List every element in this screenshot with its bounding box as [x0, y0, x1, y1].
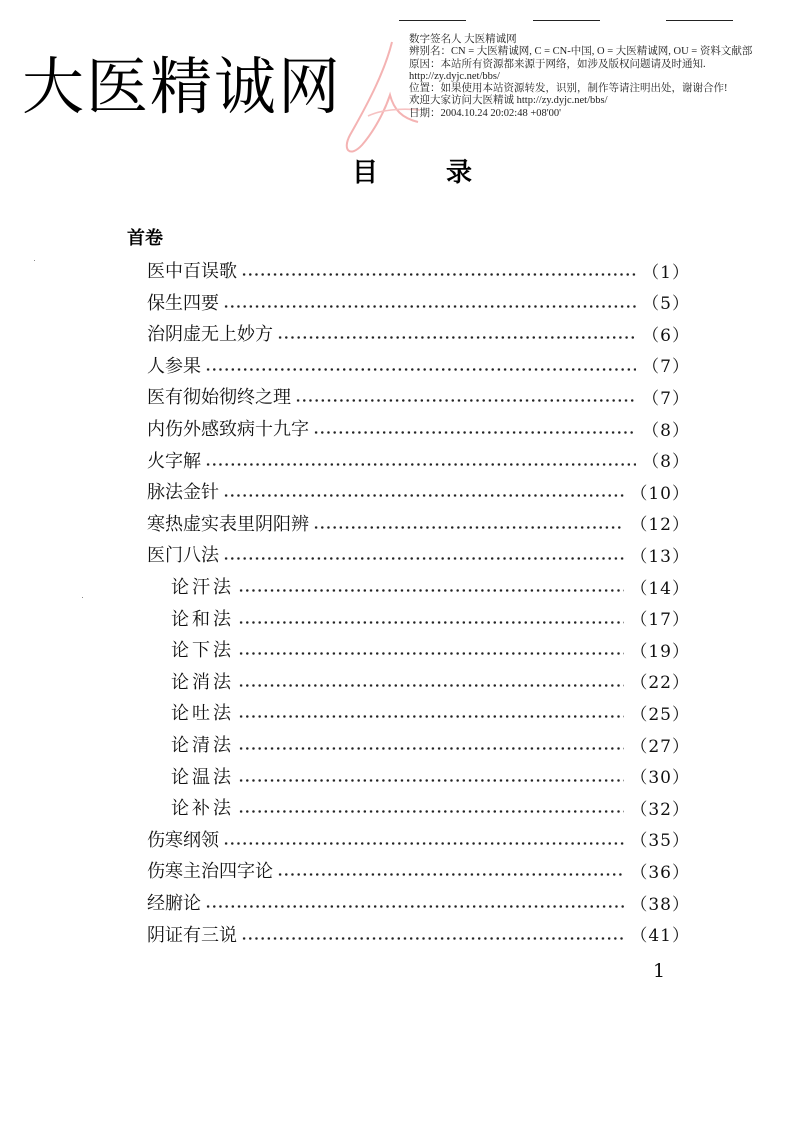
toc-entry-page: （8） — [642, 452, 690, 473]
signature-dn: 辨别名：CN = 大医精诚网, C = CN-中国, O = 大医精诚网, OU = 资料文献部 — [409, 46, 753, 58]
toc-entry-label: 保生四要 — [147, 292, 219, 314]
toc-entry-label: 论吐法 — [171, 703, 234, 725]
toc-entry-page: （7） — [642, 388, 690, 409]
signature-swoosh-icon — [330, 40, 420, 160]
digital-signature-info — [409, 34, 784, 120]
signature-location: 位置：如果使用本站资源转发，识别，制作等请注明出处，谢谢合作! — [409, 83, 728, 95]
toc-entry-label: 人参果 — [147, 355, 201, 377]
signature-welcome: 欢迎大家访问大医精诚 http://zy.dyjc.net/bbs/ — [409, 95, 608, 107]
scan-speck — [82, 597, 83, 598]
toc-entry-page: （41） — [630, 926, 690, 947]
dot-leader — [238, 577, 624, 595]
page-title — [352, 152, 472, 189]
toc-entry[interactable] — [171, 729, 690, 759]
toc-entry-page: （6） — [642, 325, 690, 346]
toc-entry-page: （17） — [630, 610, 690, 631]
toc-entry-label: 论补法 — [171, 798, 234, 820]
toc-entry[interactable] — [147, 255, 690, 285]
dot-leader — [238, 609, 624, 627]
title-char: 目 — [352, 158, 379, 188]
toc-entry-label: 治阴虚无上妙方 — [147, 324, 273, 346]
toc-entry[interactable] — [147, 445, 690, 475]
toc-entry-page: （30） — [630, 768, 690, 789]
dot-leader — [205, 451, 636, 469]
toc-entry-page: （8） — [642, 420, 690, 441]
dot-leader — [205, 356, 636, 374]
toc-entry-label: 伤寒主治四字论 — [147, 861, 273, 883]
toc-entry-page: （12） — [630, 515, 690, 536]
toc-entry[interactable] — [147, 476, 690, 506]
dot-leader — [223, 482, 624, 500]
toc-entry[interactable] — [147, 413, 690, 443]
dot-leader — [223, 830, 624, 848]
dot-leader — [205, 893, 624, 911]
toc-entry[interactable] — [147, 824, 690, 854]
toc-entry-label: 论和法 — [171, 608, 234, 630]
signature-line — [399, 20, 466, 21]
toc-entry-page: （10） — [630, 483, 690, 504]
dot-leader — [238, 672, 624, 690]
toc-entry-label: 阴证有三说 — [147, 924, 237, 946]
toc-entry[interactable] — [171, 666, 690, 696]
toc-entry[interactable] — [171, 571, 690, 601]
signature-signer: 数字签名人 大医精诚网 — [409, 34, 517, 45]
toc-entry[interactable] — [147, 508, 690, 538]
toc-entry-label: 经腑论 — [147, 893, 201, 914]
toc-entry-label: 论清法 — [171, 735, 234, 756]
signature-reason: 原因：本站所有资源都来源于网络，如涉及版权问题请及时通知. http://zy.dyjc.net/bbs/ — [409, 58, 706, 82]
toc-entry-page: （36） — [630, 862, 690, 883]
dot-leader — [238, 798, 624, 816]
toc-entry-label: 论消法 — [171, 671, 234, 693]
toc-entry-label: 寒热虚实表里阴阳辨 — [147, 513, 309, 535]
signature-line — [666, 20, 733, 21]
toc-entry-label: 内伤外感致病十九字 — [147, 419, 309, 440]
toc-entry-label: 论下法 — [171, 640, 234, 662]
dot-leader — [313, 419, 636, 437]
dot-leader — [295, 387, 636, 405]
signature-line — [533, 20, 600, 21]
toc-entry-page: （38） — [630, 894, 690, 915]
title-char: 录 — [445, 158, 472, 188]
toc-entry-page: （14） — [630, 578, 690, 599]
toc-entry-label: 医中百误歌 — [147, 261, 237, 282]
dot-leader — [238, 640, 624, 658]
toc-entry[interactable] — [171, 697, 690, 727]
toc-entry-label: 论温法 — [171, 766, 234, 788]
dot-leader — [238, 703, 624, 721]
toc-entry-label: 伤寒纲领 — [147, 829, 219, 851]
toc-entry-label: 脉法金针 — [147, 482, 219, 504]
toc-entry[interactable] — [147, 887, 690, 917]
toc-entry-label: 医有彻始彻终之理 — [147, 387, 291, 409]
toc-entry-page: （5） — [642, 294, 690, 315]
toc-entry-page: （25） — [630, 704, 690, 725]
dot-leader — [238, 735, 624, 753]
toc-entry[interactable] — [147, 919, 690, 949]
dot-leader — [277, 324, 636, 342]
signature-date: 日期：2004.10.24 20:02:48 +08'00' — [409, 107, 562, 119]
toc-entry-page: （7） — [642, 357, 690, 378]
toc-entry-label: 医门八法 — [147, 545, 219, 567]
signature-lines — [399, 20, 734, 22]
dot-leader — [223, 545, 624, 563]
toc-entry-label: 火字解 — [147, 450, 201, 472]
toc-entry-page: （1） — [642, 262, 690, 283]
toc-entry[interactable] — [171, 792, 690, 822]
toc-entry-page: （27） — [630, 736, 690, 757]
toc-entry[interactable] — [147, 287, 690, 317]
toc-entry[interactable] — [171, 761, 690, 791]
dot-leader — [313, 514, 624, 532]
watermark-title: 大医精诚网 — [22, 50, 343, 123]
toc-entry-label: 论汗法 — [171, 577, 234, 598]
scan-speck — [34, 260, 35, 261]
toc-entry[interactable] — [171, 634, 690, 664]
toc-entry[interactable] — [147, 350, 690, 380]
toc-entry[interactable] — [147, 381, 690, 411]
dot-leader — [241, 261, 636, 279]
dot-leader — [238, 767, 624, 785]
toc-entry[interactable] — [147, 539, 690, 569]
toc-entry-page: （19） — [630, 641, 690, 662]
toc-entry-page: （13） — [630, 546, 690, 567]
toc-entry-page: （22） — [630, 673, 690, 694]
toc-entry[interactable] — [147, 318, 690, 348]
toc-entry[interactable] — [171, 603, 690, 633]
dot-leader — [241, 925, 624, 943]
section-heading: 首卷 — [127, 228, 163, 249]
dot-leader — [223, 293, 636, 311]
dot-leader — [277, 861, 624, 879]
toc-entry-page: （32） — [630, 799, 690, 820]
toc-entry-page: （35） — [630, 831, 690, 852]
toc-entry[interactable] — [147, 855, 690, 885]
page-number: 1 — [653, 960, 666, 982]
